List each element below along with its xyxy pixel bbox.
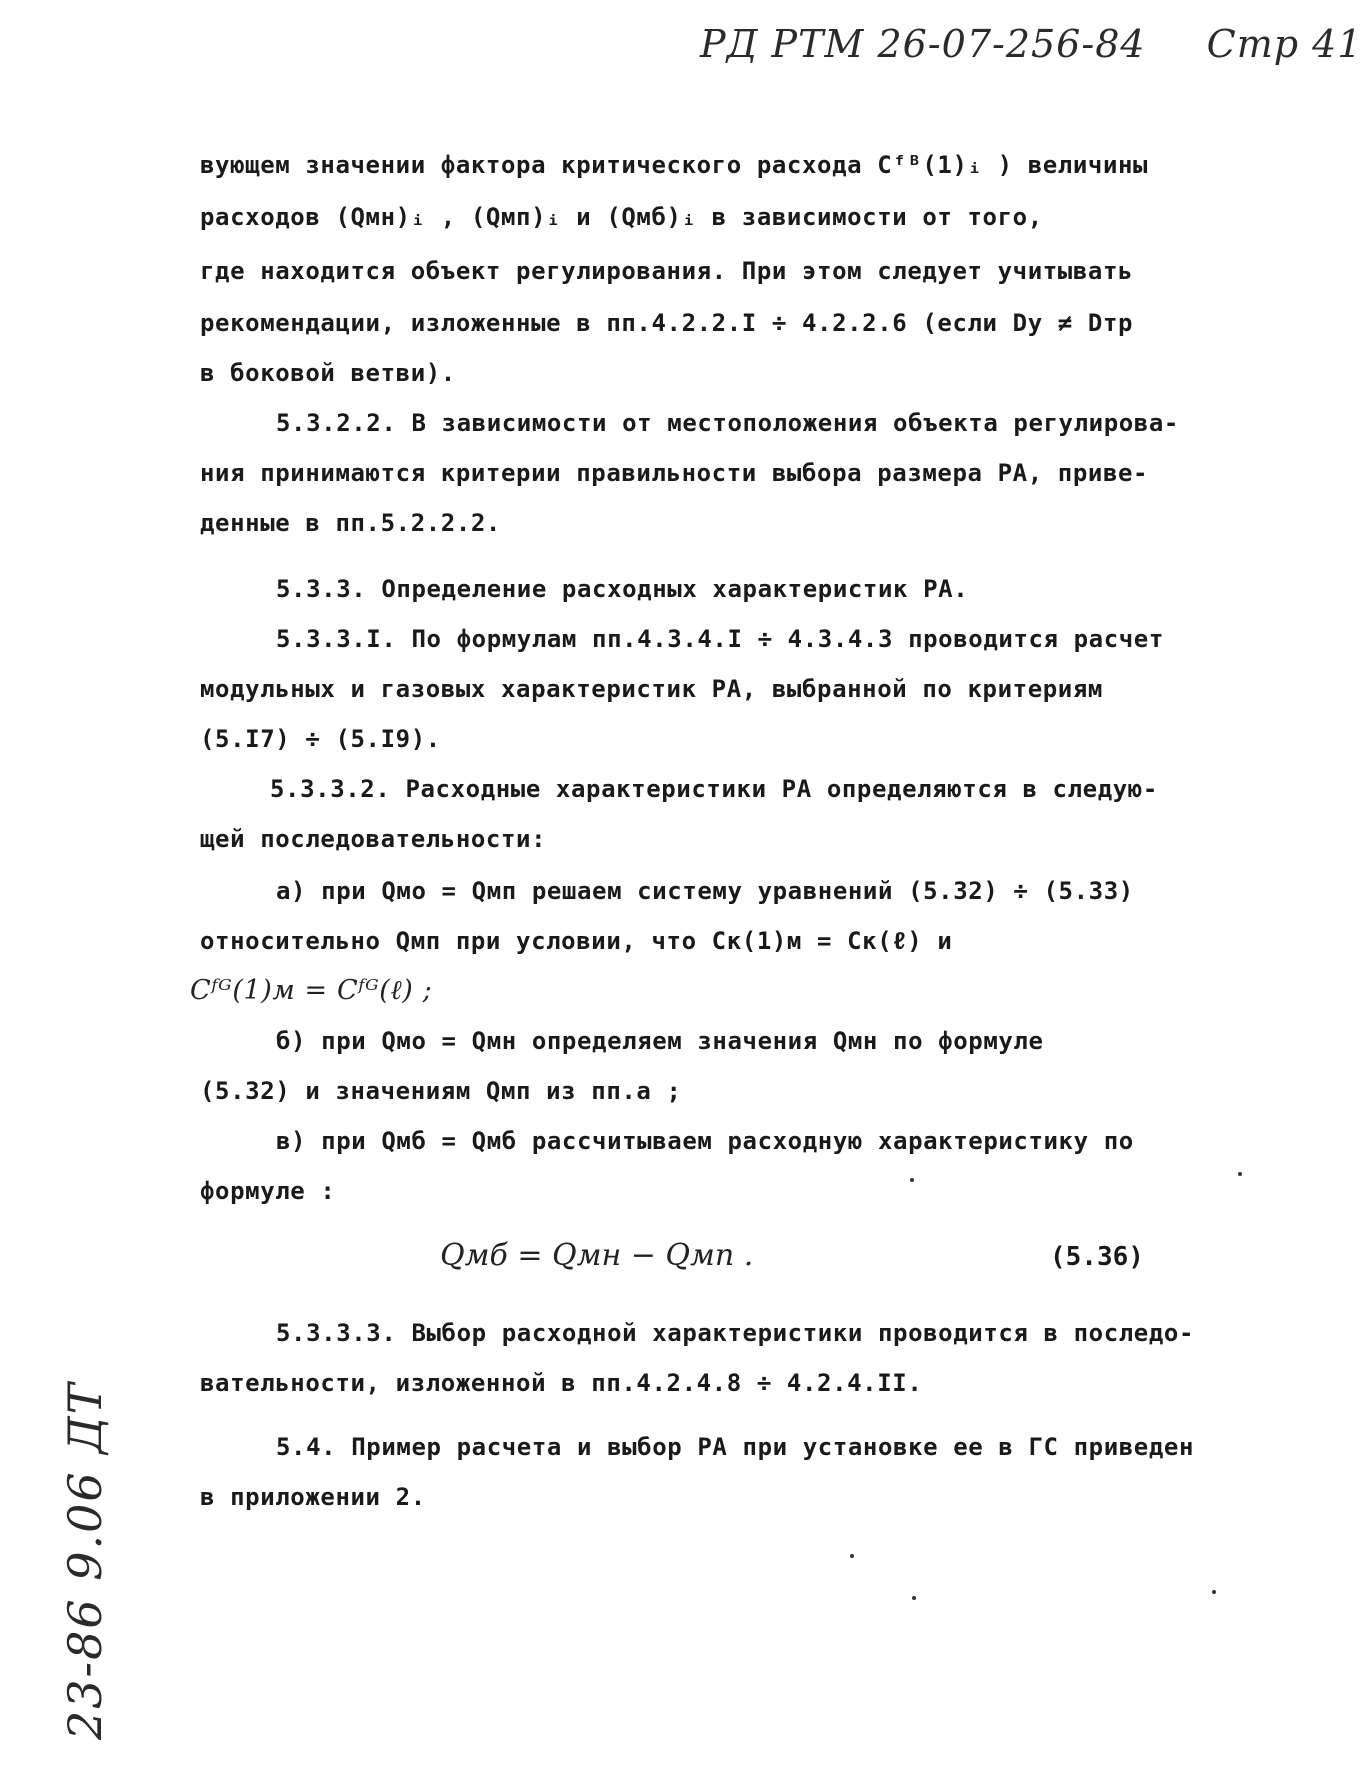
text-line: 5.3.2.2. В зависимости от местоположения объекта регулирова- — [276, 409, 1179, 437]
text-line: 5.3.3.I. По формулам пп.4.3.4.I ÷ 4.3.4.3 проводится расчет — [276, 625, 1164, 653]
text-line: где находится объект регулирования. При этом следует учитывать — [200, 257, 1134, 285]
page-header — [700, 22, 1363, 66]
handwritten-stamp: 23-86 9.06 ДТ — [58, 1381, 112, 1740]
text-line: (5.I7) ÷ (5.I9). — [200, 725, 441, 753]
equation-number: (5.36) — [1050, 1242, 1144, 1272]
section-heading: 5.3.3. Определение расходных характеристик РА. — [276, 575, 969, 603]
text-line: 5.3.3.2. Расходные характеристики РА определяются в следую- — [270, 775, 1158, 803]
text-line: рекомендации, изложенные в пп.4.2.2.I ÷ 4.2.2.6 (если Dу ≠ Dтр — [200, 309, 1134, 337]
handwritten-formula: Cᶠᴳ(1)м = Cᶠᴳ(ℓ) ; — [190, 975, 433, 1006]
equation: Qмб = Qмн − Qмп . — [440, 1238, 754, 1273]
page-number: Стр 41 — [1206, 22, 1363, 66]
text-line: модульных и газовых характеристик РА, выбранной по критериям — [200, 675, 1103, 703]
text-line: в приложении 2. — [200, 1483, 426, 1511]
text-line: вательности, изложенной в пп.4.2.4.8 ÷ 4.2.4.II. — [200, 1369, 923, 1397]
list-item-a: а) при Qмо = Qмп решаем систему уравнений (5.32) ÷ (5.33) — [276, 877, 1134, 905]
text-line: ния принимаются критерии правильности выбора размера РА, приве- — [200, 459, 1149, 487]
text-line: денные в пп.5.2.2.2. — [200, 509, 501, 537]
text-line: (5.32) и значениям Qмп из пп.а ; — [200, 1077, 682, 1105]
text-line: в боковой ветви). — [200, 359, 456, 387]
text-line: расходов (Qмн)ᵢ , (Qмп)ᵢ и (Qмб)ᵢ в зависимости от того, — [200, 203, 1043, 231]
list-item-c: в) при Qмб = Qмб рассчитываем расходную характеристику по — [276, 1127, 1134, 1155]
text-line: вующем значении фактора критического расхода Cᶠᴮ(1)ᵢ ) величины — [200, 151, 1149, 179]
text-line: относительно Qмп при условии, что Cк(1)м = Cк(ℓ) и — [200, 927, 953, 955]
text-line: формуле : — [200, 1177, 336, 1205]
list-item-b: б) при Qмо = Qмн определяем значения Qмн по формуле — [276, 1027, 1044, 1055]
text-line: 5.3.3.3. Выбор расходной характеристики проводится в последо- — [276, 1319, 1195, 1347]
scan-speck — [910, 1178, 914, 1182]
scan-speck — [912, 1596, 916, 1600]
scan-speck — [850, 1554, 854, 1558]
document-code: РД РТМ 26-07-256-84 — [700, 22, 1146, 66]
scan-speck — [1238, 1172, 1242, 1176]
section-heading: 5.4. Пример расчета и выбор РА при установке ее в ГС приведен — [276, 1433, 1195, 1461]
text-line: щей последовательности: — [200, 825, 547, 853]
scan-speck — [1212, 1590, 1216, 1594]
